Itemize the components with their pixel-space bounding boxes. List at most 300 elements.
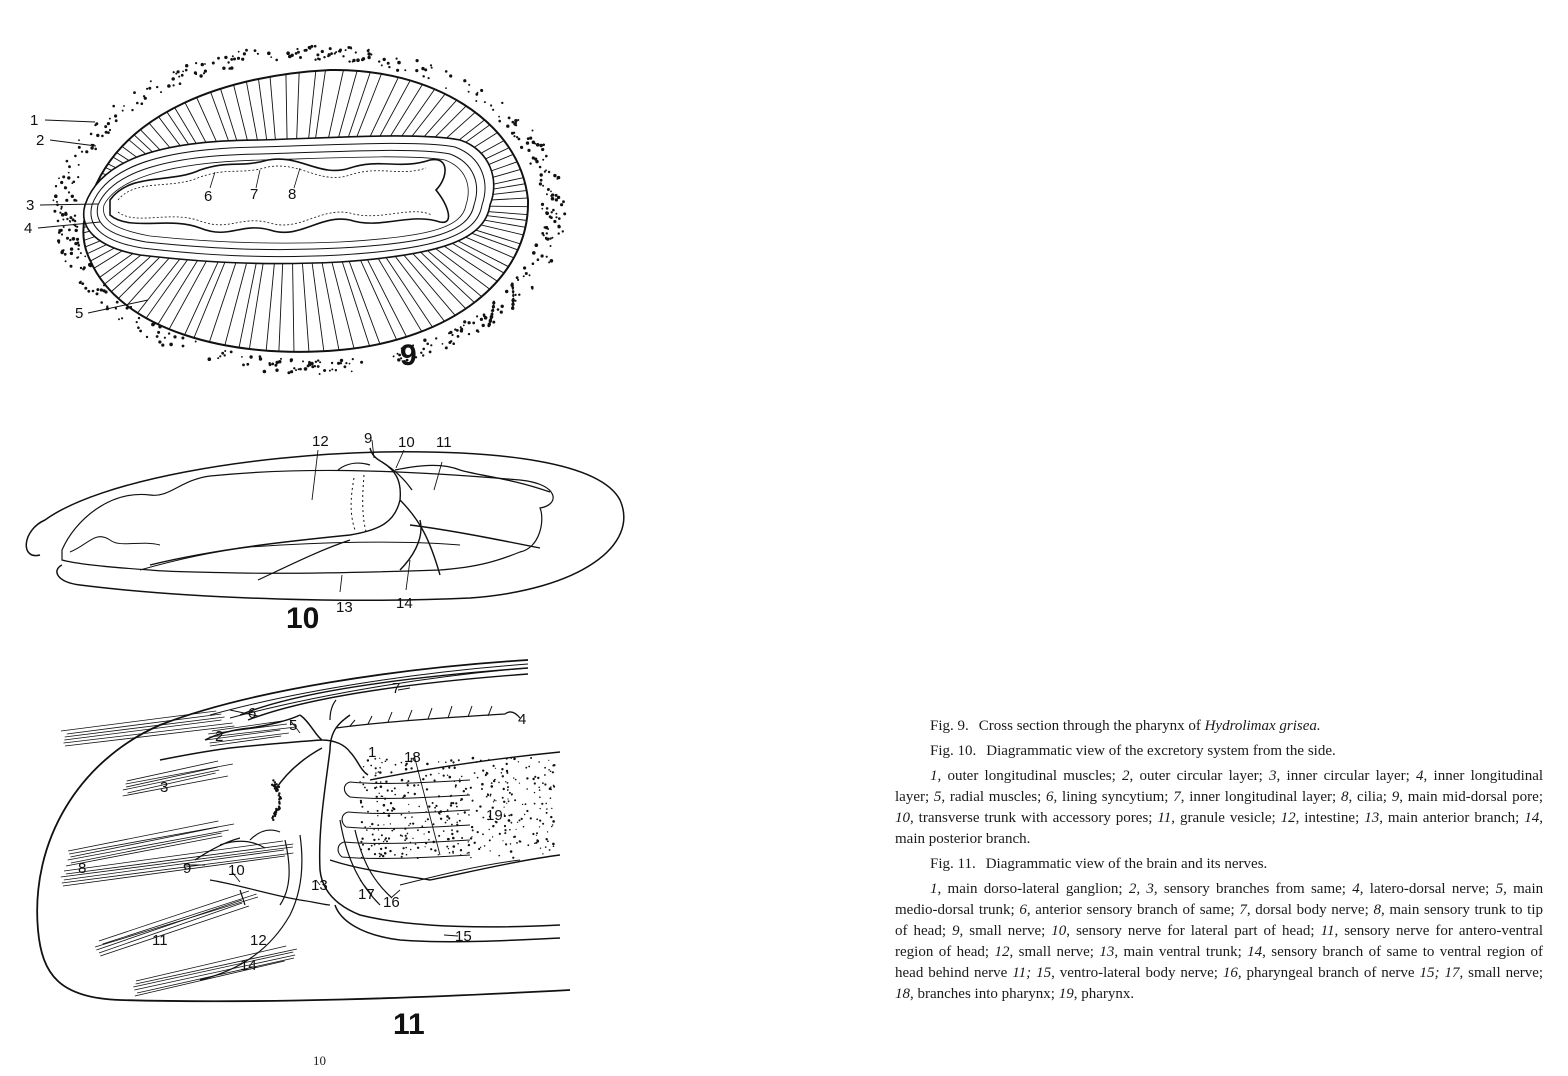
stipple-dot bbox=[177, 70, 180, 73]
stipple-dot bbox=[246, 363, 249, 366]
stipple-dot bbox=[335, 369, 337, 371]
legend-number: 1 bbox=[930, 881, 938, 897]
pharynx-stipple-dot bbox=[526, 810, 528, 812]
pharynx-stipple-dot bbox=[449, 776, 452, 779]
stipple-dot bbox=[442, 343, 444, 345]
pharynx-stipple-dot bbox=[375, 767, 377, 769]
pharynx-stipple-dot bbox=[360, 800, 362, 802]
pharynx-stipple-dot bbox=[551, 826, 552, 827]
pharynx-stipple-dot bbox=[426, 788, 428, 790]
pharynx-stipple-dot bbox=[371, 845, 373, 847]
stipple-dot bbox=[60, 208, 62, 210]
stipple-dot bbox=[173, 335, 176, 338]
stipple-dot bbox=[53, 210, 56, 213]
pharynx-stipple-dot bbox=[526, 777, 528, 779]
stipple-dot bbox=[224, 350, 226, 352]
figure-9-drawing bbox=[0, 0, 620, 425]
stipple-dot bbox=[563, 212, 566, 215]
stipple-dot bbox=[77, 256, 79, 258]
pharynx-stipple-dot bbox=[494, 799, 496, 801]
pharynx-stipple-dot bbox=[490, 794, 492, 796]
caption-fig10-text: Diagrammatic view of the excretory system from the side. bbox=[986, 743, 1336, 759]
stipple-dot bbox=[431, 67, 433, 69]
pharynx-stipple-dot bbox=[517, 822, 518, 823]
stipple-dot bbox=[532, 262, 535, 265]
stipple-dot bbox=[513, 132, 515, 134]
pharynx-stipple-dot bbox=[446, 815, 449, 818]
muscle-fibre bbox=[99, 903, 242, 953]
pharynx-stipple-dot bbox=[457, 764, 458, 765]
stipple-dot bbox=[61, 206, 63, 208]
stipple-dot bbox=[76, 238, 79, 241]
stipple-dot bbox=[335, 51, 337, 53]
pharynx-stipple-dot bbox=[519, 819, 521, 821]
stipple-dot bbox=[338, 50, 340, 52]
stipple-dot bbox=[271, 363, 274, 366]
legend-number: 8 bbox=[1340, 789, 1349, 805]
stipple-dot bbox=[78, 139, 80, 141]
muscle-fibre bbox=[127, 761, 218, 781]
stipple-dot bbox=[230, 351, 233, 354]
stipple-dot bbox=[513, 122, 516, 125]
stipple-dot bbox=[463, 79, 466, 82]
pharynx-stipple-dot bbox=[467, 794, 468, 795]
stipple-dot bbox=[295, 52, 298, 55]
pharynx-stipple-dot bbox=[377, 815, 378, 816]
stipple-dot bbox=[480, 89, 483, 92]
legend-number: 9 bbox=[952, 923, 960, 939]
stipple-dot bbox=[182, 71, 184, 73]
stipple-dot bbox=[430, 344, 432, 346]
legend-number: 13 bbox=[1099, 944, 1115, 960]
stipple-dot bbox=[517, 119, 519, 121]
legend-text: main posterior branch. bbox=[895, 831, 1031, 847]
stipple-dot bbox=[558, 217, 561, 220]
stipple-dot bbox=[181, 337, 184, 340]
pharynx-stipple-dot bbox=[514, 799, 516, 801]
legend-text: sensory branch of same to ventral region of head behind nerve bbox=[895, 944, 1544, 981]
legend-text: sensory nerve for lateral part of head; bbox=[1076, 923, 1315, 939]
pharynx-stipple-dot bbox=[546, 808, 548, 810]
pharynx-stipple-dot bbox=[422, 778, 424, 780]
stipple-dot bbox=[103, 289, 106, 292]
legend-text: sensory branches from same; bbox=[1163, 881, 1346, 897]
stipple-dot bbox=[368, 49, 370, 51]
pharynx-stipple-dot bbox=[521, 818, 523, 820]
stipple-dot bbox=[345, 362, 347, 364]
stipple-dot bbox=[523, 266, 526, 269]
stipple-dot bbox=[551, 211, 553, 213]
stipple-dot bbox=[65, 260, 67, 262]
pharynx-stipple-dot bbox=[366, 789, 368, 791]
pharynx-stipple-dot bbox=[553, 846, 555, 848]
stipple-dot bbox=[484, 101, 486, 103]
fig9-label-7: 7 bbox=[250, 186, 259, 203]
pharynx-stipple-dot bbox=[407, 785, 409, 787]
stipple-dot bbox=[317, 365, 320, 368]
stipple-dot bbox=[557, 196, 560, 199]
pharynx-stipple-dot bbox=[414, 793, 416, 795]
legend-number: 11 bbox=[1157, 810, 1172, 826]
pharynx-stipple-dot bbox=[516, 842, 518, 844]
pharynx-stipple-dot bbox=[552, 771, 554, 773]
pharynx-stipple-dot bbox=[363, 776, 365, 778]
legend-text: main mid-dorsal pore; bbox=[1407, 789, 1543, 805]
stipple-dot bbox=[81, 151, 83, 153]
stipple-dot bbox=[133, 91, 136, 94]
pharynx-stipple-dot bbox=[493, 801, 494, 802]
pharynx-stipple-dot bbox=[464, 811, 466, 813]
pharynx-stipple-dot bbox=[405, 835, 407, 837]
pharynx-stipple-dot bbox=[492, 836, 493, 837]
caption-fig10-prefix: Fig. 10. bbox=[930, 743, 977, 759]
pharynx-stipple-dot bbox=[375, 772, 377, 774]
fig9-label-2: 2 bbox=[36, 132, 45, 149]
stipple-dot bbox=[156, 335, 159, 338]
stipple-dot bbox=[298, 368, 300, 370]
pharynx-stipple-dot bbox=[474, 842, 476, 844]
stipple-dot bbox=[323, 369, 326, 372]
stipple-dot bbox=[331, 368, 333, 370]
stipple-dot bbox=[520, 146, 523, 149]
figure-10-drawing bbox=[26, 440, 624, 600]
stipple-dot bbox=[508, 117, 511, 120]
stipple-dot bbox=[321, 50, 324, 53]
stipple-dot bbox=[323, 56, 325, 58]
stipple-dot bbox=[116, 301, 119, 304]
pharynx-stipple-dot bbox=[540, 848, 541, 849]
legend-number: 14 bbox=[1247, 944, 1263, 960]
pharynx-stipple-dot bbox=[430, 848, 432, 850]
stipple-dot bbox=[66, 160, 69, 163]
pharynx-stipple-dot bbox=[452, 837, 455, 840]
pharynx-stipple-dot bbox=[385, 761, 387, 763]
pharynx-stipple-dot bbox=[417, 784, 419, 786]
stipple-dot bbox=[514, 119, 517, 122]
pharynx-stipple-dot bbox=[425, 775, 427, 777]
stipple-dot bbox=[541, 254, 544, 257]
legend-number: 5 bbox=[933, 789, 942, 805]
pharynx-stipple-dot bbox=[539, 820, 541, 822]
stipple-dot bbox=[212, 62, 215, 65]
legend-text: anterior sensory branch of same; bbox=[1035, 902, 1235, 918]
stipple-dot bbox=[314, 59, 316, 61]
stipple-dot bbox=[549, 237, 551, 239]
stipple-dot bbox=[157, 331, 160, 334]
stipple-dot bbox=[555, 194, 558, 197]
pharynx-stipple-dot bbox=[409, 823, 411, 825]
stipple-dot bbox=[64, 186, 66, 188]
figure-10-intestine bbox=[62, 470, 553, 573]
stipple-dot bbox=[445, 87, 447, 89]
pharynx-stipple-dot bbox=[525, 803, 527, 805]
stipple-dot bbox=[114, 114, 117, 117]
stipple-dot bbox=[556, 199, 558, 201]
stipple-dot bbox=[550, 191, 552, 193]
stipple-dot bbox=[181, 74, 184, 77]
fig11-label-7: 7 bbox=[392, 680, 401, 697]
caption-fig9-prefix: Fig. 9. bbox=[930, 718, 969, 734]
legend-number: 4 bbox=[1416, 768, 1424, 784]
pharynx-stipple-dot bbox=[481, 788, 483, 790]
pharynx-stipple-dot bbox=[457, 813, 459, 815]
pharynx-stipple-dot bbox=[456, 806, 458, 808]
pharynx-stipple-dot bbox=[435, 805, 437, 807]
stipple-dot bbox=[451, 334, 453, 336]
stipple-dot bbox=[65, 199, 68, 202]
pharynx-stipple-dot bbox=[405, 847, 407, 849]
pharynx-stipple-dot bbox=[385, 781, 387, 783]
pharynx-stipple-dot bbox=[477, 831, 479, 833]
fig11-label-14: 14 bbox=[240, 957, 257, 974]
pharynx-stipple-dot bbox=[442, 767, 444, 769]
stipple-dot bbox=[526, 141, 529, 144]
pharynx-stipple-dot bbox=[504, 807, 505, 808]
pharynx-stipple-dot bbox=[524, 814, 525, 815]
pharynx-stipple-dot bbox=[426, 763, 429, 766]
stipple-dot bbox=[490, 104, 492, 106]
stipple-dot bbox=[185, 69, 188, 72]
stipple-dot bbox=[352, 59, 355, 62]
stipple-dot bbox=[182, 345, 185, 348]
stipple-dot bbox=[304, 367, 308, 371]
stipple-dot bbox=[204, 70, 207, 73]
pharynx-stipple-dot bbox=[379, 758, 380, 759]
stipple-dot bbox=[426, 343, 429, 346]
stipple-dot bbox=[199, 74, 202, 77]
stipple-dot bbox=[498, 116, 500, 118]
stipple-dot bbox=[173, 71, 175, 73]
legend-text: transverse trunk with accessory pores; bbox=[918, 810, 1153, 826]
pharynx-stipple-dot bbox=[425, 821, 426, 822]
stipple-dot bbox=[94, 124, 96, 126]
pharynx-stipple-dot bbox=[376, 796, 378, 798]
stipple-dot bbox=[274, 364, 277, 367]
pharynx-stipple-dot bbox=[384, 852, 387, 855]
fig11-label-10: 10 bbox=[228, 862, 245, 879]
pharynx-stipple-dot bbox=[432, 802, 434, 804]
stipple-dot bbox=[329, 47, 332, 50]
stipple-dot bbox=[245, 49, 248, 52]
stipple-dot bbox=[293, 367, 295, 369]
radial-muscle-line bbox=[276, 245, 284, 425]
stipple-dot bbox=[195, 62, 197, 64]
stipple-dot bbox=[71, 195, 74, 198]
stipple-dot bbox=[537, 258, 540, 261]
pharynx-stipple-dot bbox=[506, 772, 508, 774]
stipple-dot bbox=[515, 294, 517, 296]
stipple-dot bbox=[449, 331, 452, 334]
stipple-dot bbox=[242, 364, 245, 367]
stipple-dot bbox=[75, 199, 77, 201]
pharynx-stipple-dot bbox=[511, 794, 512, 795]
pharynx-stipple-dot bbox=[490, 850, 491, 851]
pharynx-stipple-dot bbox=[427, 818, 429, 820]
pharynx-stipple-dot bbox=[507, 782, 509, 784]
stipple-dot bbox=[468, 91, 470, 93]
legend-text: small nerve; bbox=[1018, 944, 1094, 960]
stipple-dot bbox=[61, 233, 63, 235]
legend-number: 6 bbox=[1046, 789, 1054, 805]
stipple-dot bbox=[463, 325, 465, 327]
figure-10-main-posterior-branch bbox=[400, 500, 540, 575]
fig11-label-4: 4 bbox=[518, 711, 527, 728]
stipple-dot bbox=[562, 200, 565, 203]
pharynx-stipple-dot bbox=[370, 765, 372, 767]
muscle-fibre bbox=[128, 773, 216, 793]
stipple-dot bbox=[136, 102, 139, 105]
pharynx-stipple-dot bbox=[548, 760, 549, 761]
stipple-dot bbox=[415, 69, 418, 72]
stipple-dot bbox=[148, 87, 151, 90]
stipple-dot bbox=[340, 362, 342, 364]
stipple-dot bbox=[67, 176, 70, 179]
stipple-dot bbox=[121, 317, 123, 319]
pharynx-stipple-dot bbox=[434, 807, 436, 809]
stipple-dot bbox=[64, 253, 67, 256]
legend-text: main medio-dorsal trunk; bbox=[895, 881, 1544, 918]
pharynx-stipple-dot bbox=[418, 806, 420, 808]
stipple-dot bbox=[356, 58, 360, 62]
stipple-dot bbox=[68, 165, 71, 168]
fig11-label-16: 16 bbox=[383, 894, 400, 911]
pharynx-stipple-dot bbox=[378, 771, 380, 773]
pharynx-stipple-dot bbox=[552, 843, 555, 846]
radial-muscle-line bbox=[301, 245, 314, 425]
stipple-dot bbox=[367, 52, 370, 55]
page-number: 10 bbox=[313, 1053, 326, 1068]
pharynx-stipple-dot bbox=[539, 789, 541, 791]
legend-text: sensory nerve for antero-ventral region of head; bbox=[895, 923, 1544, 960]
stipple-dot bbox=[445, 346, 448, 349]
stipple-dot bbox=[136, 321, 138, 323]
pharynx-stipple-dot bbox=[539, 796, 541, 798]
pharynx-stipple-dot bbox=[361, 821, 363, 823]
pharynx-stipple-dot bbox=[504, 832, 506, 834]
stipple-dot bbox=[290, 370, 293, 373]
stipple-dot bbox=[233, 58, 236, 61]
pharynx-stipple-dot bbox=[430, 774, 432, 776]
stipple-dot bbox=[492, 301, 495, 304]
stipple-dot bbox=[201, 63, 204, 66]
stipple-dot bbox=[219, 355, 221, 357]
pharynx-stipple-dot bbox=[454, 765, 456, 767]
pharynx-stipple-dot bbox=[452, 852, 454, 854]
stipple-dot bbox=[73, 181, 76, 184]
pharynx-stipple-dot bbox=[446, 846, 448, 848]
legend-number: 1 bbox=[930, 768, 938, 784]
pharynx-stipple-dot bbox=[519, 783, 520, 784]
caption-fig11-prefix: Fig. 11. bbox=[930, 856, 976, 872]
legend-number: 12 bbox=[1280, 810, 1296, 826]
pharynx-stipple-dot bbox=[403, 847, 405, 849]
stipple-dot bbox=[345, 49, 347, 51]
stipple-dot bbox=[555, 216, 557, 218]
pharynx-stipple-dot bbox=[404, 839, 406, 841]
stipple-dot bbox=[84, 287, 87, 290]
legend-text: main dorso-lateral ganglion; bbox=[947, 881, 1123, 897]
stipple-dot bbox=[428, 77, 430, 79]
legend-text: inner longitudinal layer; bbox=[895, 768, 1544, 805]
radial-muscle-line bbox=[186, 243, 243, 414]
pharynx-stipple-dot bbox=[510, 757, 512, 759]
figure-10-transverse-trunk bbox=[382, 462, 550, 492]
stipple-dot bbox=[553, 220, 556, 223]
figure-10-labels bbox=[286, 430, 452, 635]
pharynx-stipple-dot bbox=[504, 825, 506, 827]
stipple-dot bbox=[80, 267, 82, 269]
muscle-fibre bbox=[99, 891, 249, 941]
stipple-dot bbox=[123, 105, 125, 107]
stipple-dot bbox=[72, 237, 76, 241]
legend-text: main anterior branch; bbox=[1387, 810, 1520, 826]
stipple-dot bbox=[60, 181, 63, 184]
pharynx-stipple-dot bbox=[362, 784, 364, 786]
stipple-dot bbox=[512, 296, 514, 298]
stipple-dot bbox=[237, 57, 240, 60]
muscle-fibre bbox=[134, 955, 295, 990]
stipple-dot bbox=[310, 45, 313, 48]
stipple-dot bbox=[158, 340, 161, 343]
fig11-label-1: 1 bbox=[368, 744, 377, 761]
stipple-dot bbox=[327, 55, 329, 57]
stipple-dot bbox=[299, 56, 302, 59]
figure-captions bbox=[895, 716, 1543, 1009]
pharynx-stipple-dot bbox=[465, 788, 467, 790]
stipple-dot bbox=[109, 118, 111, 120]
pharynx-stipple-dot bbox=[443, 775, 445, 777]
stipple-dot bbox=[525, 272, 528, 275]
fig11-label-2: 2 bbox=[215, 728, 224, 745]
stipple-dot bbox=[476, 315, 478, 317]
legend-number: 2, 3 bbox=[1128, 881, 1154, 897]
pharynx-stipple-dot bbox=[394, 794, 396, 796]
pharynx-stipple-dot bbox=[472, 800, 474, 802]
stipple-dot bbox=[194, 71, 197, 74]
pharynx-stipple-dot bbox=[407, 780, 409, 782]
pharynx-stipple-dot bbox=[536, 818, 538, 820]
pharynx-stipple-dot bbox=[401, 856, 403, 858]
caption-fig11-text: Diagrammatic view of the brain and its nerves. bbox=[985, 856, 1268, 872]
muscle-fibre bbox=[136, 949, 297, 984]
pharynx-stipple-dot bbox=[428, 831, 430, 833]
stipple-dot bbox=[77, 176, 79, 178]
stipple-dot bbox=[217, 57, 220, 60]
pharynx-stipple-dot bbox=[468, 841, 469, 842]
stipple-dot bbox=[452, 342, 455, 345]
pharynx-stipple-dot bbox=[389, 850, 391, 852]
stipple-dot bbox=[100, 288, 103, 291]
pharynx-stipple-dot bbox=[380, 848, 382, 850]
pharynx-stipple-dot bbox=[546, 838, 548, 840]
muscle-fibre bbox=[71, 827, 219, 857]
stipple-dot bbox=[510, 284, 513, 287]
stipple-dot bbox=[66, 218, 68, 220]
pharynx-stipple-dot bbox=[505, 781, 506, 782]
pharynx-stipple-dot bbox=[513, 758, 516, 761]
stipple-dot bbox=[169, 343, 173, 347]
stipple-dot bbox=[468, 321, 471, 324]
radial-muscle-line bbox=[116, 239, 211, 392]
stipple-dot bbox=[66, 237, 69, 240]
pharynx-stipple-dot bbox=[413, 784, 415, 786]
stipple-dot bbox=[59, 230, 61, 232]
legend-number: 4 bbox=[1352, 881, 1360, 897]
caption-fig9-text: Cross section through the pharynx of bbox=[978, 718, 1201, 734]
pharynx-stipple-dot bbox=[378, 839, 380, 841]
stipple-dot bbox=[77, 248, 79, 250]
pharynx-stipple-dot bbox=[510, 843, 512, 845]
